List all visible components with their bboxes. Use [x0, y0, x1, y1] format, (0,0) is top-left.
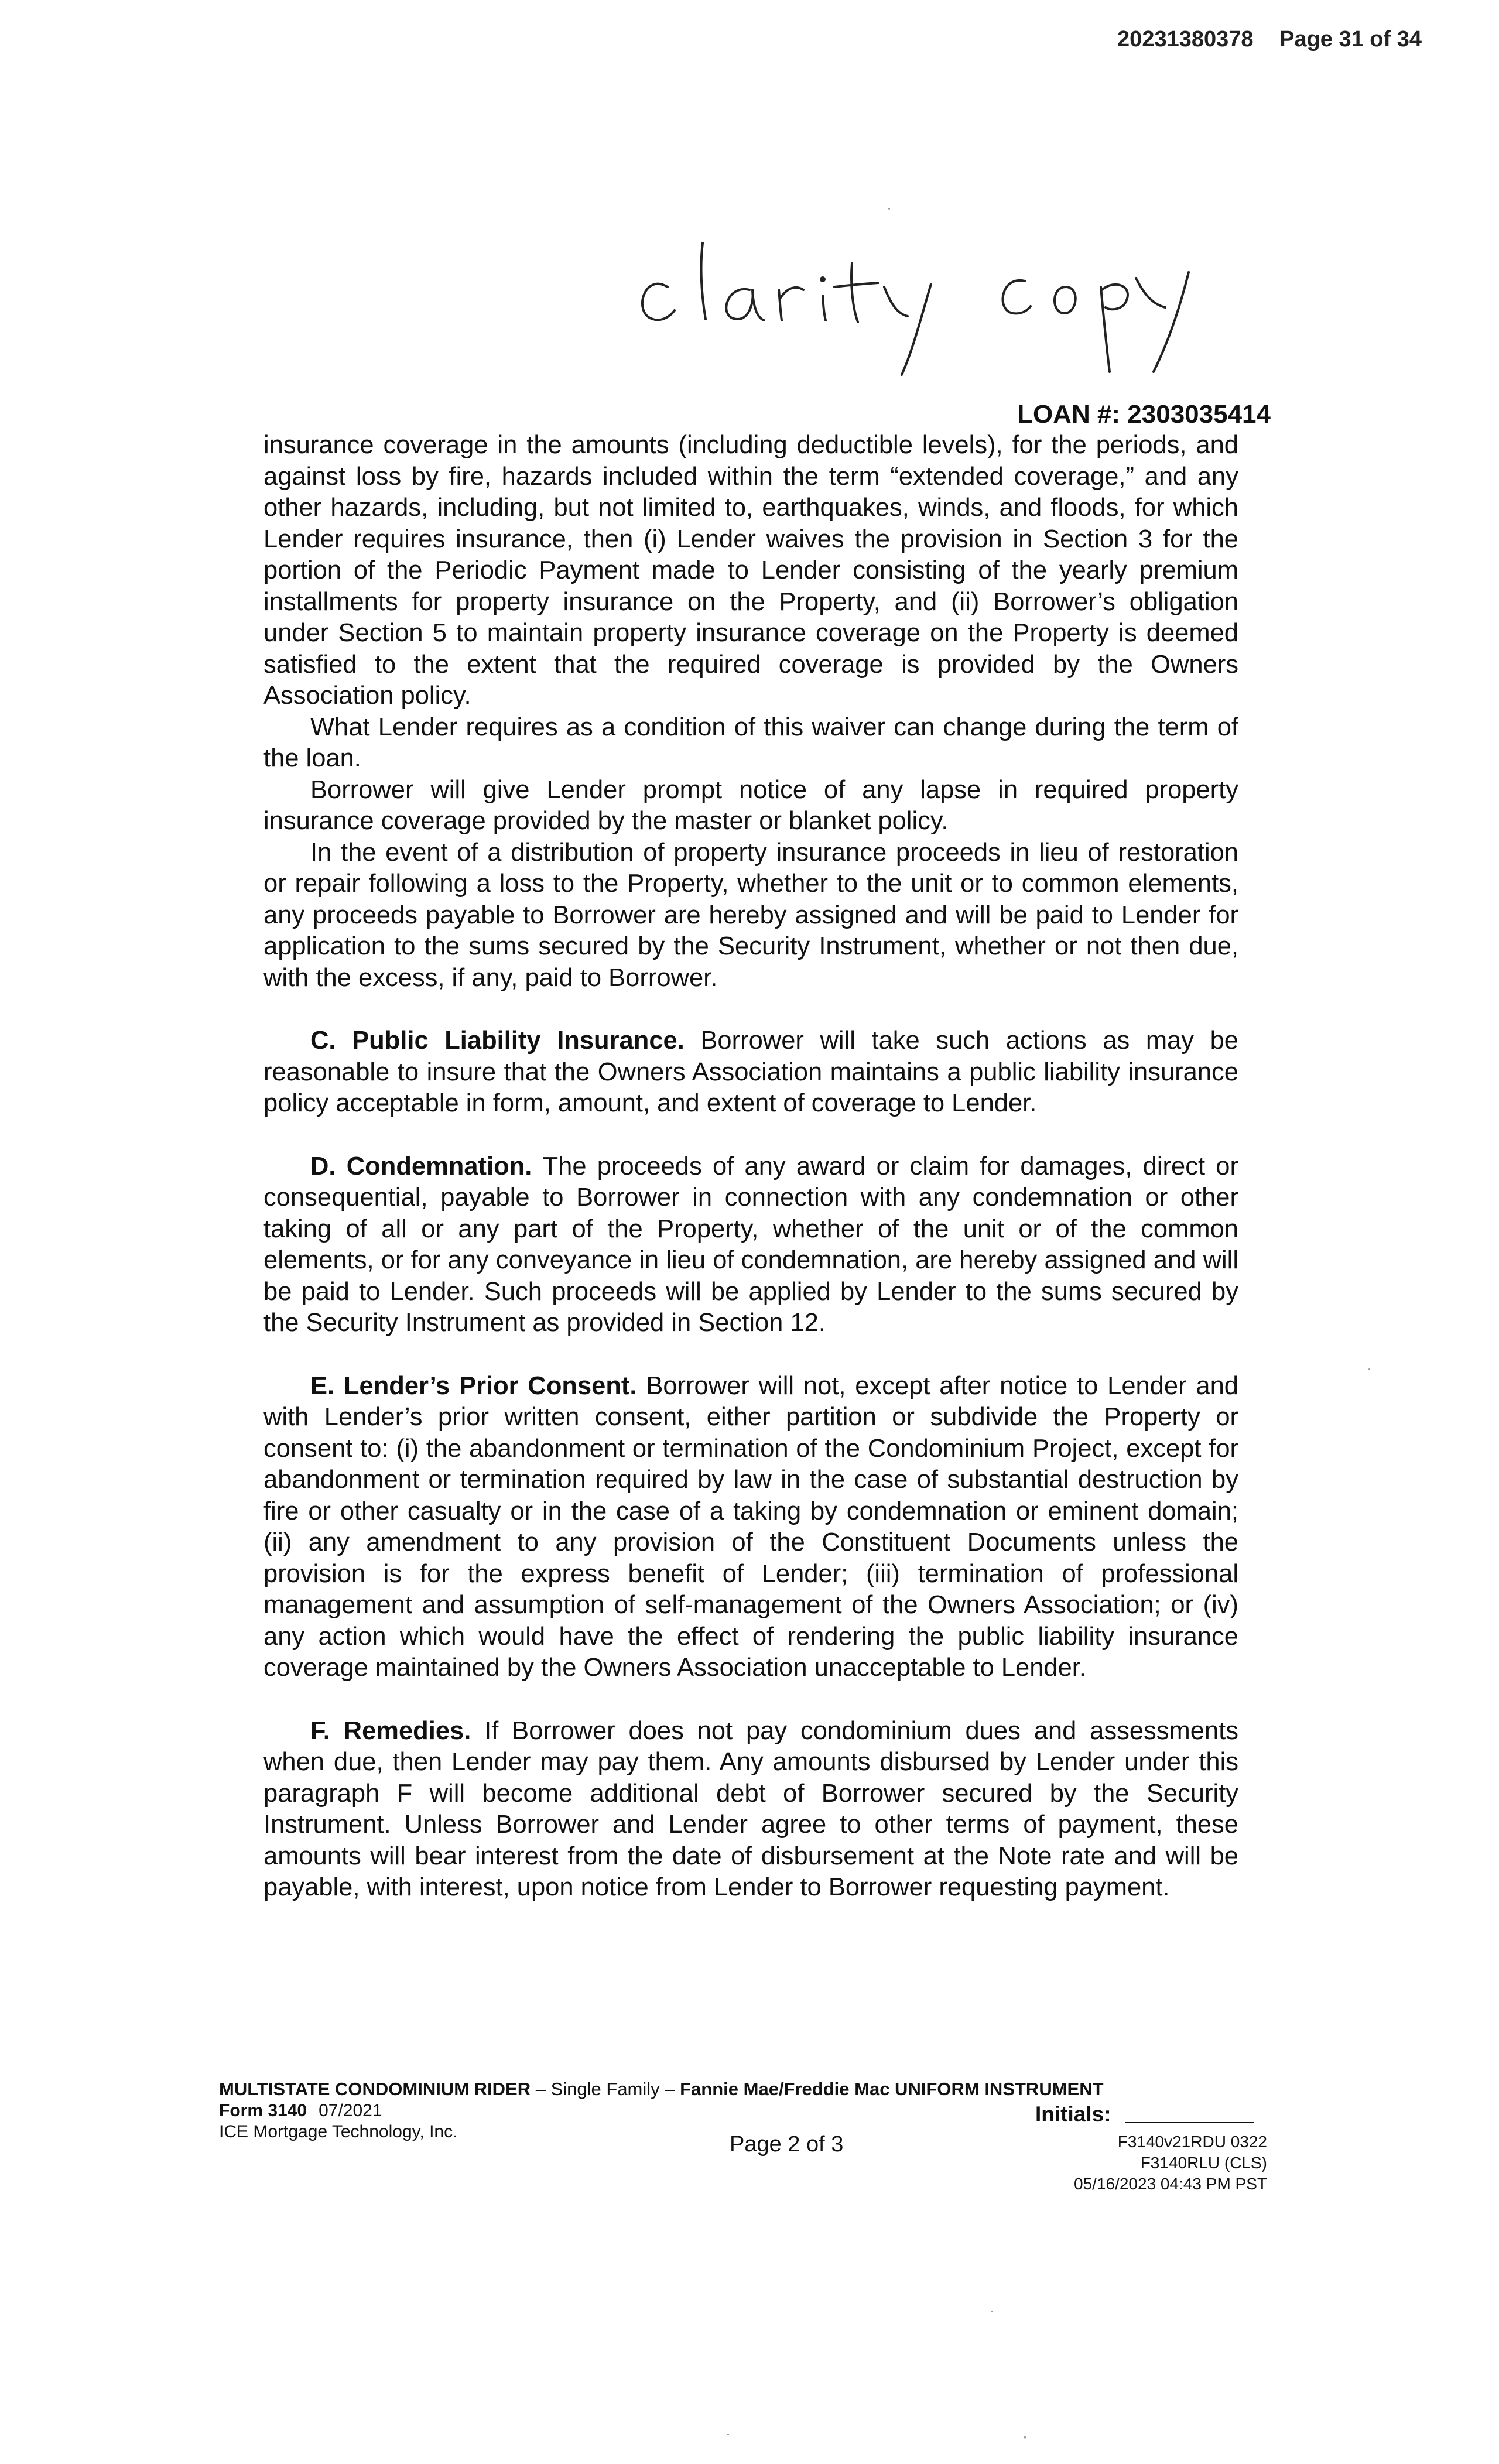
paragraph-insurance-proceeds: In the event of a distribution of property insurance proceeds in lieu of restoration or repair following a loss to the Property, whether to the unit or to common elements, any proceeds payable to Borrower are hereby assigned and will be paid to Lender for application to the sums secured by the Security Instrument, whether or not then due, with the excess, if any, paid to Borrower.	[263, 838, 1238, 992]
scan-speck	[1368, 1368, 1370, 1370]
form-footer	[219, 2079, 1273, 2193]
handwriting-drawing	[621, 231, 1265, 378]
paragraph-insurance-coverage: insurance coverage in the amounts (including deductible levels), for the periods, and against loss by fire, hazards included within the term “extended coverage,” and any other hazards, including, but not limited to, earthquakes, winds, and floods, for which Lender requires insurance, then (i) Lender waives the provision in Section 3 for the portion of the Periodic Payment made to Lender consisting of the yearly premium installments for property insurance on the Property, and (ii) Borrower’s obligation under Section 5 to maintain property insurance coverage on the Property is deemed satisfied to the extent that the required coverage is provided by the Owners Association policy.	[263, 431, 1238, 710]
paragraph-waiver-condition: What Lender requires as a condition of this waiver can change during the term of the loan.	[263, 713, 1238, 772]
section-heading: E. Lender’s Prior Consent.	[310, 1371, 646, 1400]
document-number: 20231380378	[1117, 27, 1254, 52]
initials-label: Initials:	[1035, 2102, 1111, 2126]
section-prior-consent	[263, 1371, 1238, 1684]
scan-speck	[1024, 2436, 1026, 2439]
company-name: ICE Mortgage Technology, Inc.	[219, 2122, 458, 2141]
form-code-rlu: F3140RLU (CLS)	[1140, 2154, 1267, 2172]
document-body	[263, 430, 1238, 1904]
print-timestamp: 05/16/2023 04:43 PM PST	[1074, 2175, 1267, 2193]
section-heading: F. Remedies.	[310, 1716, 485, 1745]
paragraph-lapse-notice: Borrower will give Lender prompt notice of any lapse in required property insurance coverage provided by the master or blanket policy.	[263, 775, 1238, 835]
section-text: Borrower will take such actions as may be reasonable to insure that the Owners Association maintains a public liability insurance policy acceptable in form, amount, and extent of coverage to Lender.	[263, 1026, 1238, 1117]
scan-speck	[991, 2311, 993, 2312]
rider-title: MULTISTATE CONDOMINIUM RIDER – Single Family – Fannie Mae/Freddie Mac UNIFORM INSTRUMENT	[219, 2079, 1104, 2099]
section-heading: C. Public Liability Insurance.	[310, 1026, 701, 1055]
initials-field[interactable]	[1125, 2122, 1254, 2123]
form-number: Form 3140 07/2021	[219, 2101, 382, 2120]
section-condemnation	[263, 1151, 1238, 1339]
page-indicator: Page 31 of 34	[1279, 27, 1422, 52]
section-text: If Borrower does not pay condominium dues and assessments when due, then Lender may pay them. Any amounts disbursed by Lender under this paragraph F will become additional debt of Borrower secured by the Security Instrument. Unless Borrower and Lender agree to other terms of payment, these amounts will bear interest from the date of disbursement at the Note rate and will be payable, with interest, upon notice from Lender to Borrower requesting payment.	[263, 1716, 1238, 1901]
section-text: The proceeds of any award or claim for damages, direct or consequential, payable to Borrower in connection with any condemnation or other taking of all or any part of the Property, whether of the unit or of the common elements, or for any conveyance in lieu of condemnation, are hereby assigned and will be paid to Lender. Such proceeds will be applied by Lender to the sums secured by the Security Instrument as provided in Section 12.	[263, 1152, 1238, 1337]
scan-speck	[727, 2434, 729, 2435]
loan-number: LOAN #: 2303035414	[1017, 400, 1271, 429]
handwritten-annotation	[621, 231, 1265, 378]
form-codes	[1074, 2131, 1267, 2195]
form-code-version: F3140v21RDU 0322	[1117, 2133, 1267, 2151]
section-heading: D. Condemnation.	[310, 1152, 543, 1180]
scan-speck	[888, 208, 890, 210]
header-stamp	[1117, 27, 1422, 52]
section-public-liability	[263, 1025, 1238, 1120]
section-remedies	[263, 1716, 1238, 1904]
section-text: Borrower will not, except after notice to Lender and with Lender’s prior written consent, either partition or subdivide the Property or consent to: (i) the abandonment or termination of the Condominium Project, except for abandonment or termination required by law in the case of substantial destruction by fire or other casualty or in the case of a taking by condemnation or eminent domain; (ii) any amendment to any provision of the Constituent Documents unless the provision is for the express benefit of Lender; (iii) termination of professional management and assumption of self-management of the Owners Association; or (iv) any action which would have the effect of rendering the public liability insurance coverage maintained by the Owners Association unacceptable to Lender.	[263, 1371, 1238, 1682]
form-page-number: Page 2 of 3	[730, 2132, 844, 2157]
